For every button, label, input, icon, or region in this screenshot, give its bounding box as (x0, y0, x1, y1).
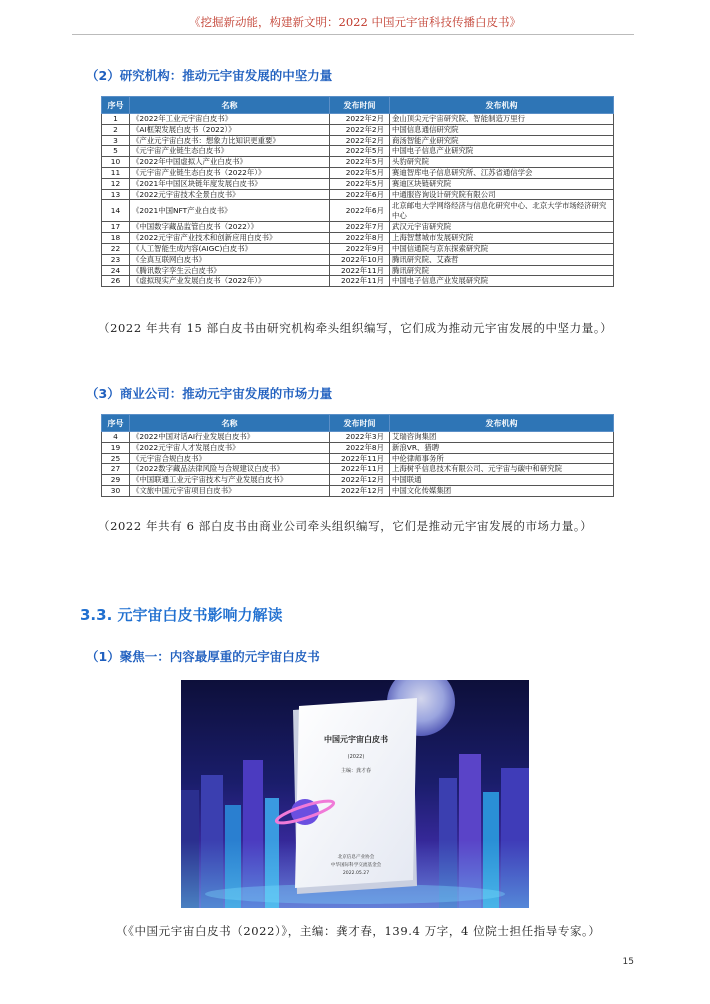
table-row (102, 222, 614, 233)
cell-no: 11 (102, 167, 130, 178)
cell-no: 22 (102, 243, 130, 254)
page-number: 15 (622, 957, 634, 967)
cell-org: 中通服咨询设计研究院有限公司 (390, 189, 614, 200)
book-publisher-1: 北京信息产业协会 (337, 855, 375, 860)
book-publisher-2: 中华国际科学交流基金会 (330, 863, 382, 868)
cell-org: 北京邮电大学网络经济与信息化研究中心、北京大学市场经济研究中心 (390, 200, 614, 222)
cell-name: 《2022数字藏品法律风险与合规建议白皮书》 (130, 464, 330, 475)
cell-date: 2022年2月 (330, 124, 390, 135)
cell-no: 26 (102, 276, 130, 287)
cell-org: 中国电子信息产业研究院 (390, 146, 614, 157)
cell-date: 2022年2月 (330, 135, 390, 146)
cell-name: 《文旅中国元宇宙项目白皮书》 (130, 485, 330, 496)
table-row (102, 135, 614, 146)
research-caption: （2022 年共有 15 部白皮书由研究机构牵头组织编写，它们成为推动元宇宙发展的中坚力量。） (98, 321, 613, 335)
col-header-name: 名称 (130, 415, 330, 432)
table-row (102, 453, 614, 464)
cell-org: 中国文化传媒集团 (390, 485, 614, 496)
table-row (102, 464, 614, 475)
table-row (102, 178, 614, 189)
cell-no: 17 (102, 222, 130, 233)
cell-no: 30 (102, 485, 130, 496)
cell-name: 《2022元宇宙产业技术和创新应用白皮书》 (130, 233, 330, 244)
cell-no: 18 (102, 233, 130, 244)
business-heading: （3）商业公司：推动元宇宙发展的市场力量 (86, 386, 333, 401)
cell-no: 2 (102, 124, 130, 135)
cell-name: 《AI框架发展白皮书（2022）》 (130, 124, 330, 135)
col-header-org: 发布机构 (390, 97, 614, 114)
cell-date: 2022年9月 (330, 243, 390, 254)
col-header-org: 发布机构 (390, 415, 614, 432)
cell-name: 《2022年工业元宇宙白皮书》 (130, 114, 330, 125)
cell-org: 上海树乎信息技术有限公司、元宇宙与碳中和研究院 (390, 464, 614, 475)
cell-name: 《人工智能生成内容(AIGC)白皮书》 (130, 243, 330, 254)
cell-date: 2022年8月 (330, 442, 390, 453)
cell-name: 《中国联通工业元宇宙技术与产业发展白皮书》 (130, 475, 330, 486)
col-header-no: 序号 (102, 97, 130, 114)
cell-name: 《全真互联网白皮书》 (130, 254, 330, 265)
book-cover-image (181, 680, 529, 908)
table-row (102, 485, 614, 496)
cell-date: 2022年12月 (330, 485, 390, 496)
cell-name: 《元宇宙产业链生态白皮书》 (130, 146, 330, 157)
book-title: 中国元宇宙白皮书 (324, 735, 388, 744)
cell-no: 10 (102, 157, 130, 168)
cell-date: 2022年5月 (330, 146, 390, 157)
table-row (102, 254, 614, 265)
cell-date: 2022年8月 (330, 233, 390, 244)
cell-no: 19 (102, 442, 130, 453)
table-row (102, 189, 614, 200)
col-header-date: 发布时间 (330, 97, 390, 114)
cell-name: 《元宇宙产业链生态白皮书（2022年）》 (130, 167, 330, 178)
table-row (102, 200, 614, 222)
cell-name: 《元宇宙合规白皮书》 (130, 453, 330, 464)
cell-no: 3 (102, 135, 130, 146)
table-row (102, 124, 614, 135)
cell-org: 腾讯研究院、艾森哲 (390, 254, 614, 265)
focus-heading: （1）聚焦一：内容最厚重的元宇宙白皮书 (86, 649, 320, 664)
cell-date: 2022年2月 (330, 114, 390, 125)
cell-date: 2022年6月 (330, 189, 390, 200)
cell-name: 《2022元宇宙人才发展白皮书》 (130, 442, 330, 453)
running-header: 《挖掘新动能，构建新文明：2022 中国元宇宙科技传播白皮书》 (189, 15, 521, 29)
table-row (102, 276, 614, 287)
cell-org: 赛迪智库电子信息研究所、江苏省通信学会 (390, 167, 614, 178)
col-header-no: 序号 (102, 415, 130, 432)
cell-no: 25 (102, 453, 130, 464)
cell-name: 《2021年中国区块链年度发展白皮书》 (130, 178, 330, 189)
table-row (102, 157, 614, 168)
cell-name: 《腾讯数字孪生云白皮书》 (130, 265, 330, 276)
cell-date: 2022年12月 (330, 475, 390, 486)
book-year: (2022) (347, 754, 365, 760)
cell-no: 14 (102, 200, 130, 222)
table-row (102, 475, 614, 486)
col-header-name: 名称 (130, 97, 330, 114)
cell-no: 4 (102, 432, 130, 443)
research-heading: （2）研究机构：推动元宇宙发展的中坚力量 (86, 68, 333, 83)
cell-org: 艾瑞咨询集团 (390, 432, 614, 443)
cell-name: 《虚拟现实产业发展白皮书（2022年）》 (130, 276, 330, 287)
cell-date: 2022年10月 (330, 254, 390, 265)
table-row (102, 233, 614, 244)
business-caption: （2022 年共有 6 部白皮书由商业公司牵头组织编写，它们是推动元宇宙发展的市场力量。） (98, 519, 593, 533)
cell-date: 2022年7月 (330, 222, 390, 233)
cell-org: 中国信通院与京东探索研究院 (390, 243, 614, 254)
cell-org: 新浪VR、猎聘 (390, 442, 614, 453)
cell-name: 《中国数字藏品监管白皮书（2022）》 (130, 222, 330, 233)
cell-date: 2022年5月 (330, 178, 390, 189)
cell-org: 上海智慧城市发展研究院 (390, 233, 614, 244)
cell-org: 中伦律师事务所 (390, 453, 614, 464)
cell-org: 赛迪区块链研究院 (390, 178, 614, 189)
cell-no: 29 (102, 475, 130, 486)
business-table (101, 414, 614, 497)
cell-date: 2022年11月 (330, 464, 390, 475)
cell-org: 中国信息通信研究院 (390, 124, 614, 135)
cell-no: 23 (102, 254, 130, 265)
cell-date: 2022年5月 (330, 157, 390, 168)
cell-date: 2022年5月 (330, 167, 390, 178)
cell-org: 中国电子信息产业发展研究院 (390, 276, 614, 287)
cell-no: 27 (102, 464, 130, 475)
cell-no: 1 (102, 114, 130, 125)
book-editor: 主编：龚才春 (340, 768, 372, 774)
cell-name: 《2022元宇宙技术全景白皮书》 (130, 189, 330, 200)
cell-name: 《2022中国对话AI行业发展白皮书》 (130, 432, 330, 443)
cell-org: 商汤智能产业研究院 (390, 135, 614, 146)
table-row (102, 146, 614, 157)
cell-date: 2022年11月 (330, 453, 390, 464)
cell-org: 武汉元宇宙研究院 (390, 222, 614, 233)
cell-org: 头豹研究院 (390, 157, 614, 168)
cell-date: 2022年11月 (330, 276, 390, 287)
table-row (102, 167, 614, 178)
table-row (102, 442, 614, 453)
cell-name: 《产业元宇宙白皮书：想象力比知识更重要》 (130, 135, 330, 146)
book-date: 2022.05.27 (342, 871, 370, 876)
cell-org: 中国联通 (390, 475, 614, 486)
section-heading: 3.3. 元宇宙白皮书影响力解读 (80, 606, 283, 624)
table-row (102, 432, 614, 443)
cell-no: 24 (102, 265, 130, 276)
research-table (101, 96, 614, 287)
cell-name: 《2021中国NFT产业白皮书》 (130, 200, 330, 222)
table-row (102, 243, 614, 254)
cell-name: 《2022年中国虚拟人产业白皮书》 (130, 157, 330, 168)
research-table-body (102, 114, 614, 287)
cover-caption: （《中国元宇宙白皮书（2022）》，主编：龚才春，139.4 万字，4 位院士担任指导专家。） (116, 924, 601, 938)
col-header-date: 发布时间 (330, 415, 390, 432)
cell-org: 金山顶尖元宇宙研究院、智能制造万里行 (390, 114, 614, 125)
cell-date: 2022年6月 (330, 200, 390, 222)
cell-no: 5 (102, 146, 130, 157)
cell-org: 腾讯研究院 (390, 265, 614, 276)
header-rule (72, 34, 634, 35)
cell-date: 2022年11月 (330, 265, 390, 276)
cell-no: 13 (102, 189, 130, 200)
business-table-body (102, 432, 614, 497)
cell-date: 2022年3月 (330, 432, 390, 443)
cityscape-illustration (181, 680, 529, 908)
table-row (102, 265, 614, 276)
table-row (102, 114, 614, 125)
cell-no: 12 (102, 178, 130, 189)
